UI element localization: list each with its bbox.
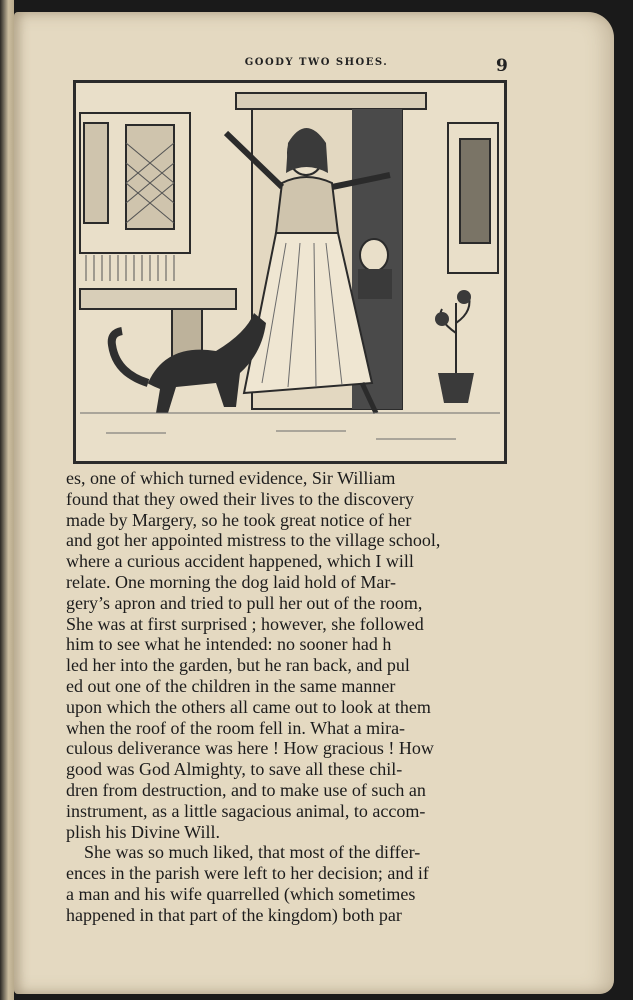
text-line: and got her appointed mistress to the village school, [66, 530, 441, 551]
text-line: ences in the parish were left to her decision; and if [66, 863, 429, 884]
text-line: where a curious accident happened, which I will [66, 551, 414, 572]
text-line: culous deliverance was here ! How gracious ! How [66, 738, 434, 759]
text-line: gery’s apron and tried to pull her out of the room, [66, 592, 423, 613]
text-line: upon which the others all came out to look at them [66, 696, 431, 717]
text-line: es, one of which turned evidence, Sir William [66, 468, 396, 488]
running-head: GOODY TWO SHOES. [244, 57, 389, 68]
woodcut-drawing [76, 83, 504, 461]
text-line: relate. One morning the dog laid hold of Mar- [66, 571, 397, 592]
woodcut-illustration [73, 80, 507, 464]
text-line: ed out one of the children in the same manner [66, 675, 396, 696]
text-line: made by Margery, so he took great notice of her [66, 509, 412, 530]
text-line: happened in that part of the kingdom) both par [66, 904, 402, 925]
text-line: led her into the garden, but he ran back, and pul [66, 655, 410, 676]
text-line: She was so much liked, that most of the differ- [84, 842, 421, 863]
text-line: him to see what he intended: no sooner had h [66, 634, 392, 655]
body-text [66, 468, 506, 926]
page-number: 9 [496, 56, 508, 76]
text-line: good was God Almighty, to save all these chil- [66, 759, 403, 780]
text-line: instrument, as a little sagacious animal, to accom- [66, 800, 426, 821]
text-line: dren from destruction, and to make use of such an [66, 779, 426, 800]
text-line: She was at first surprised ; however, she followed [66, 613, 424, 634]
text-line: a man and his wife quarrelled (which sometimes [66, 883, 416, 904]
text-line: when the roof of the room fell in. What a mira- [66, 717, 406, 738]
text-line: plish his Divine Will. [66, 821, 220, 842]
book-gutter [0, 0, 14, 1000]
text-line: found that they owed their lives to the discovery [66, 488, 414, 509]
